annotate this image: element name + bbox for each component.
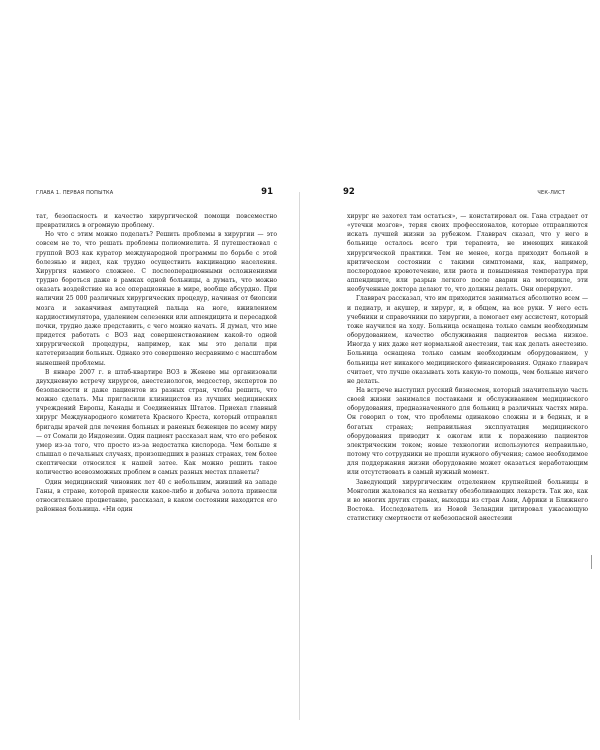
running-head-left: ГЛАВА 1. ПЕРВАЯ ПОПЫТКА [36,190,114,196]
paragraph: Один медицинский чиновник лет 40 с небольшим, живший на западе Ганы, в стране, которой принесли какое-либо и добыча золота принесли относительное процветание, рассказал, в каком состоянии находится его районная больница. «Ни один [36,478,277,513]
right-page [300,0,600,750]
page-number-left: 91 [261,187,273,197]
page-number-right: 92 [343,187,355,197]
paragraph: хирург не захотел там остаться», — констатировал он. Гана страдает от «утечки мозгов», теряя своих профессионалов, которые отправляются искать лучшей жизни за рубежом. Главврач сказал, что у него в больнице осталось всего три терапевта, не имеющих никакой хирургической практики. Тем не менее, когда приходит больной в критическом состоянии с такими симптомами, как, например, послеродовое кровотечение, или рвота и повышенная температура при аппендиците, или разрыв легкого после аварии на мотоцикле, эти необученные доктора делают то, что должны делать. Они оперируют. [347,213,588,294]
paragraph: Главврач рассказал, что им приходится заниматься абсолютно всем — и педиатр, и акушер, и хирург, и, в общем, на все руки. У него есть учебники и справочники по хирургии, а помогает ему ассистент, который тоже научился на ходу. Больница оснащена только самым необходимым оборудованием, качество обслуживания пациентов весьма низкое. Иногда у них даже нет нормальной анестезии, так как делать анестезию. Больница оснащена только самым необходимым оборудованием, у больницы нет никакого медицинского финансирования. Однако главврач считает, что лучше оказывать хоть какую-то помощь, чем больные ничего не делать. [347,295,588,385]
running-head-right: ЧЕК-ЛИСТ [537,190,565,196]
page-edge-mark [591,555,592,569]
paragraph: На встрече выступил русский бизнесмен, который значительную часть своей жизни занимался поставками и обслуживанием медицинского оборудования, предназначенного для больниц в различных частях мира. Он говорил о том, что проблемы одинаково сложны и в бедных, и в богатых странах; неправильная эксплуатация медицинского оборудования приводит к ожогам или к поражению пациентов электрическим током; новые технологии используются неправильно, потому что сотрудники не прошли нужного обучения; самое необходимое для поддержания жизни оборудование может оказаться неработающим или отсутствовать в самый нужный момент. [347,386,588,477]
right-page-body [347,212,588,712]
paragraph: В январе 2007 г. в штаб-квартире ВОЗ в Женеве мы организовали двухдневную встречу хирургов, анестезиологов, медсестер, экспертов по безопасности и даже пациентов из разных стран, чтобы решить, что можно сделать. Мы пригласили клиницистов из лучших медицинских учреждений Европы, Канады и Соединенных Штатов. Приехал главный хирург Международного комитета Красного Креста, который отправлял бригады врачей для лечения больных и раненых беженцев по всему миру — от Сомали до Индонезии. Один пациент рассказал нам, что его ребенок умер из-за того, что просто из-за недостатка кислорода. Чем больше я слышал о печальных случаях, произошедших в разных странах, тем более скептически относился к нашей затее. Как можно решить такое количество всевозможных проблем в самых разных местах планеты? [36,368,277,477]
paragraph: Заведующий хирургическим отделением крупнейшей больницы в Монголии жаловался на нехватку обезболивающих лекарств. Так же, как и во многих других странах, выходцы из стран Азии, Африки и Ближнего Востока. Исследователь из Новой Зеландии цитировал ужасающую статистику смертности от небезопасной анестезии [347,478,588,523]
paragraph: Но что с этим можно поделать? Решить проблемы в хирургии — это совсем не то, что решать проблемы полиомиелита. Я путешествовал с группой ВОЗ как куратор международной программы по борьбе с этой болезнью и видел, как трудно осуществить вакцинацию населения. Хирургия намного сложнее. С послеоперационными осложнениями трудно бороться даже в рамках одной больницы, а думать, что можно оказать воздействие на все операционные в мире, вообще абсурдно. При наличии 25 000 различных хирургических процедур, начиная от биопсии мозга и заканчивая ампутацией пальца на ноге, вживлением кардиостимулятора, удалением селезенки или аппендицита и пересадкой почки, трудно даже представить, с чего можно начать. Я думал, что мне придется работать с ВОЗ над совершенствованием какой-то одной хирургической процедуры, например, как мы это делали при катетеризации больных. Однако это совершенно несравнимо с масштабом нынешней проблемы. [36,231,277,367]
left-page-body [36,212,277,712]
paragraph: тат, безопасность и качество хирургической помощи повсеместно превратились в огромную проблему. [36,213,277,230]
